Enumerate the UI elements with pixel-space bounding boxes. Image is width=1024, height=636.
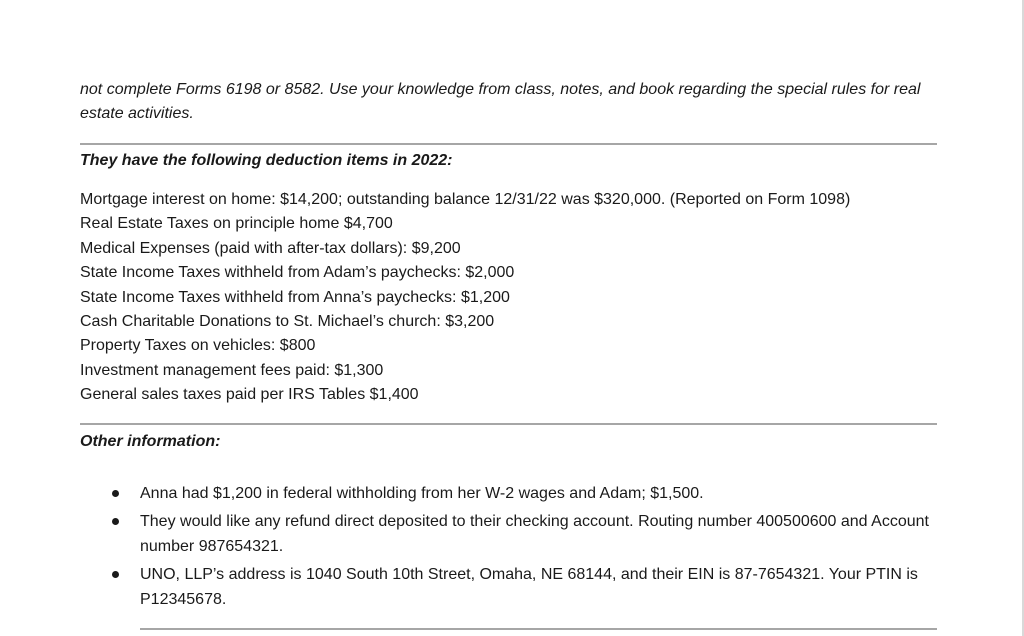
section-divider xyxy=(140,628,937,630)
deductions-list xyxy=(80,188,850,408)
deduction-item: Medical Expenses (paid with after-tax dollars): $9,200 xyxy=(80,239,461,257)
list-item xyxy=(110,481,930,506)
deduction-item: State Income Taxes withheld from Adam’s paychecks: $2,000 xyxy=(80,264,515,282)
intro-paragraph: not complete Forms 6198 or 8582. Use your knowledge from class, notes, and book regarding the special rules for real estate activities. xyxy=(80,81,921,122)
list-item-text: UNO, LLP’s address is 1040 South 10th Street, Omaha, NE 68144, and their EIN is 87-7654321. Your PTIN is P12345678. xyxy=(140,566,918,608)
deductions-heading: They have the following deduction items in 2022: xyxy=(80,152,453,169)
section-divider xyxy=(80,423,937,425)
deduction-item: General sales taxes paid per IRS Tables $1,400 xyxy=(80,386,419,404)
deduction-item: Property Taxes on vehicles: $800 xyxy=(80,337,316,355)
deduction-item: Investment management fees paid: $1,300 xyxy=(80,361,384,379)
deduction-item: Real Estate Taxes on principle home $4,700 xyxy=(80,215,393,233)
bullet-icon xyxy=(112,571,119,578)
list-item-text: Anna had $1,200 in federal withholding from her W-2 wages and Adam; $1,500. xyxy=(140,485,704,502)
list-item xyxy=(110,509,930,559)
section-divider xyxy=(80,143,937,145)
other-info-list xyxy=(110,481,930,615)
list-item xyxy=(110,562,930,612)
bullet-icon xyxy=(112,490,119,497)
deduction-item: Mortgage interest on home: $14,200; outstanding balance 12/31/22 was $320,000. (Reported on Form 1098) xyxy=(80,191,851,208)
other-info-heading: Other information: xyxy=(80,433,221,450)
deduction-item: Cash Charitable Donations to St. Michael’s church: $3,200 xyxy=(80,313,495,331)
bullet-icon xyxy=(112,518,119,525)
deduction-item: State Income Taxes withheld from Anna’s paychecks: $1,200 xyxy=(80,288,510,306)
list-item-text: They would like any refund direct deposited to their checking account. Routing number 400500600 and Account number 987654321. xyxy=(140,513,929,555)
